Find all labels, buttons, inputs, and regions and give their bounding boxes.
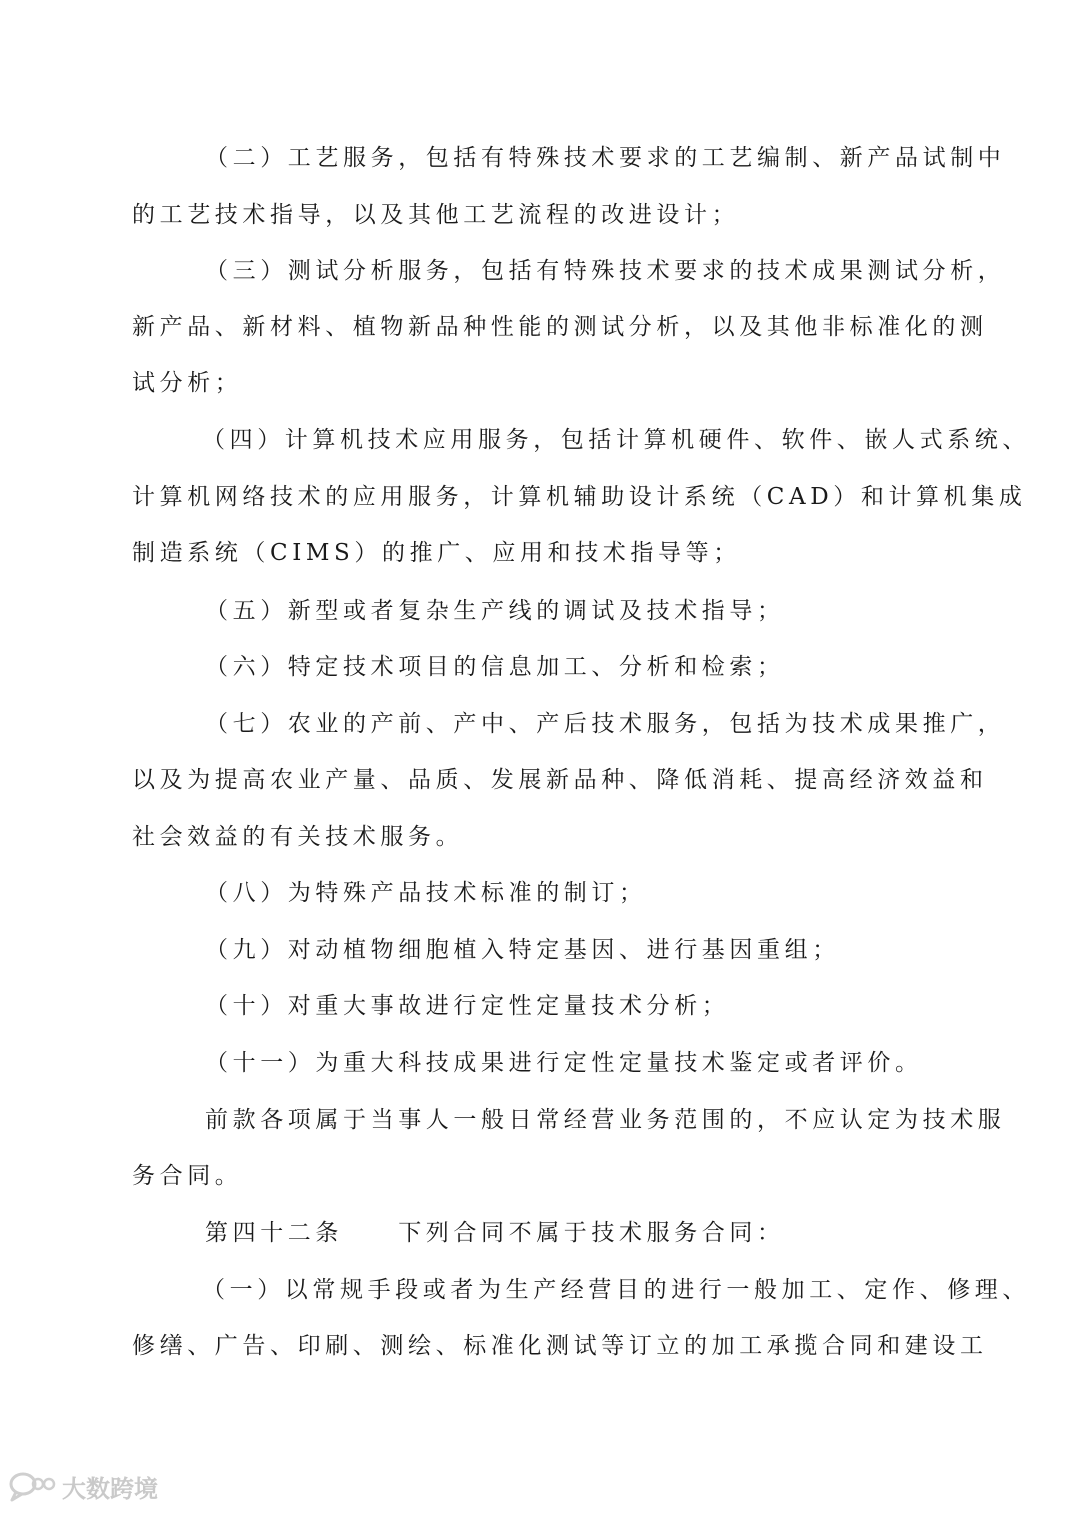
- text-line: 计算机网络技术的应用服务，计算机辅助设计系统（CAD）和计算机集成: [132, 484, 1027, 510]
- watermark: [8, 1466, 158, 1506]
- text-line: 的工艺技术指导，以及其他工艺流程的改进设计；: [132, 202, 740, 228]
- text-line: 社会效益的有关技术服务。: [132, 824, 464, 850]
- text-line: 修缮、广告、印刷、测绘、标准化测试等订立的加工承揽合同和建设工: [132, 1333, 988, 1359]
- text-line: 试分析；: [132, 370, 243, 396]
- text-line: （六）特定技术项目的信息加工、分析和检索；: [205, 654, 785, 680]
- text-line: 制造系统（CIMS）的推广、应用和技术指导等；: [132, 540, 741, 566]
- text-line: （四）计算机技术应用服务，包括计算机硬件、软件、嵌人式系统、: [202, 427, 1030, 453]
- text-line: （三）测试分析服务，包括有特殊技术要求的技术成果测试分析，: [205, 258, 1006, 284]
- text-line: （八）为特殊产品技术标准的制订；: [205, 880, 647, 906]
- text-line: 务合同。: [132, 1163, 243, 1189]
- text-line: （九）对动植物细胞植入特定基因、进行基因重组；: [205, 937, 840, 963]
- text-line: 新产品、新材料、植物新品种性能的测试分析，以及其他非标准化的测: [132, 314, 988, 340]
- text-line: （五）新型或者复杂生产线的调试及技术指导；: [205, 598, 785, 624]
- text-line: （十）对重大事故进行定性定量技术分析；: [205, 993, 730, 1019]
- text-line: 以及为提高农业产量、品质、发展新品种、降低消耗、提高经济效益和: [132, 767, 988, 793]
- text-line: （七）农业的产前、产中、产后技术服务，包括为技术成果推广，: [205, 711, 1006, 737]
- text-line: 前款各项属于当事人一般日常经营业务范围的，不应认定为技术服: [205, 1107, 1006, 1133]
- chat-bubble-icon: [8, 1469, 56, 1503]
- article-heading: 第四十二条 下列合同不属于技术服务合同：: [205, 1220, 785, 1246]
- text-line: （二）工艺服务，包括有特殊技术要求的工艺编制、新产品试制中: [205, 145, 1006, 171]
- watermark-text: 大数跨境: [62, 1474, 158, 1503]
- text-line: （十一）为重大科技成果进行定性定量技术鉴定或者评价。: [205, 1050, 923, 1076]
- text-line: （一）以常规手段或者为生产经营目的进行一般加工、定作、修理、: [202, 1277, 1030, 1303]
